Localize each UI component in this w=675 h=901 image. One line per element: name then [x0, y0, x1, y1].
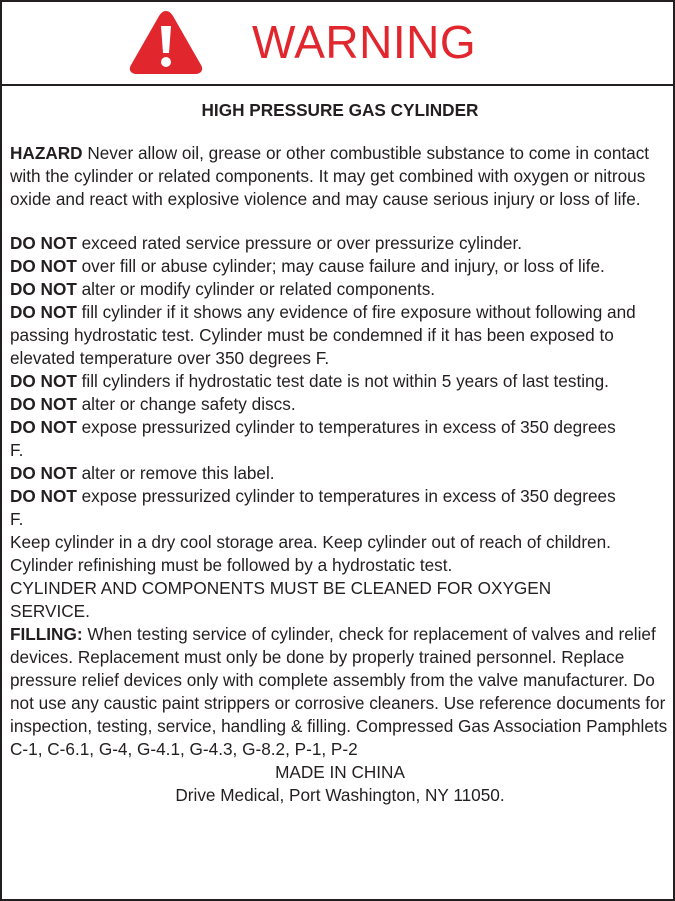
do-not-item: DO NOT exceed rated service pressure or over pressurize cylinder.	[10, 233, 523, 253]
cleaning-paragraph: CYLINDER AND COMPONENTS MUST BE CLEANED FOR OXYGEN SERVICE.	[10, 578, 552, 621]
do-not-item: DO NOT alter or remove this label.	[10, 463, 275, 483]
label-body	[10, 86, 670, 807]
do-not-label: DO NOT	[10, 463, 77, 483]
do-not-label: DO NOT	[10, 417, 77, 437]
do-not-item: DO NOT alter or change safety discs.	[10, 394, 296, 414]
hazard-label: HAZARD	[10, 143, 83, 163]
filling-paragraph	[10, 623, 670, 761]
do-not-label: DO NOT	[10, 486, 77, 506]
warning-header	[2, 2, 673, 86]
hazard-text: Never allow oil, grease or other combustible substance to come in contact with the cylinder or related components. It may get combined with oxygen or nitrous oxide and react with explosive violence and may cause serious injury or loss of life.	[10, 143, 650, 209]
do-not-label: DO NOT	[10, 371, 77, 391]
do-not-label: DO NOT	[10, 394, 77, 414]
do-not-label: DO NOT	[10, 233, 77, 253]
manufacturer-text: Drive Medical, Port Washington, NY 11050.	[175, 785, 505, 805]
warning-title: WARNING	[252, 16, 477, 68]
do-not-label: DO NOT	[10, 302, 77, 322]
origin-text: MADE IN CHINA	[275, 762, 405, 782]
hazard-paragraph	[10, 142, 650, 211]
filling-text: When testing service of cylinder, check for replacement of valves and relief devices. Replacement must only be done by properly trained personnel. Replace pressure relief devices only with complete assembly from the valve manufacturer. Do not use any caustic paint strippers or corrosive cleaners. Use reference documents for inspection, testing, service, handling & filling. Compressed Gas Association Pamphlets C-1, C-6.1, G-4, G-4.1, G-4.3, G-8.2, P-1, P-2	[10, 624, 668, 759]
warning-triangle-icon	[128, 8, 204, 76]
do-not-item: DO NOT expose pressurized cylinder to temperatures in excess of 350 degrees F.	[10, 486, 616, 529]
do-not-label: DO NOT	[10, 279, 77, 299]
storage-paragraph: Keep cylinder in a dry cool storage area. Keep cylinder out of reach of children. Cylinder refinishing must be followed by a hydrostatic test.	[10, 532, 611, 575]
filling-label: FILLING:	[10, 624, 83, 644]
do-not-label: DO NOT	[10, 256, 77, 276]
do-not-item: DO NOT expose pressurized cylinder to temperatures in excess of 350 degrees F.	[10, 417, 616, 460]
do-not-item: DO NOT fill cylinders if hydrostatic test date is not within 5 years of last testing.	[10, 371, 609, 391]
do-not-item: DO NOT alter or modify cylinder or related components.	[10, 279, 436, 299]
label-title: HIGH PRESSURE GAS CYLINDER	[201, 100, 479, 120]
do-not-item: DO NOT over fill or abuse cylinder; may cause failure and injury, or loss of life.	[10, 256, 605, 276]
do-not-item: DO NOT fill cylinder if it shows any evidence of fire exposure without following and passing hydrostatic test. Cylinder must be condemned if it has been exposed to elevated temperature over 350 degrees F.	[10, 302, 636, 368]
